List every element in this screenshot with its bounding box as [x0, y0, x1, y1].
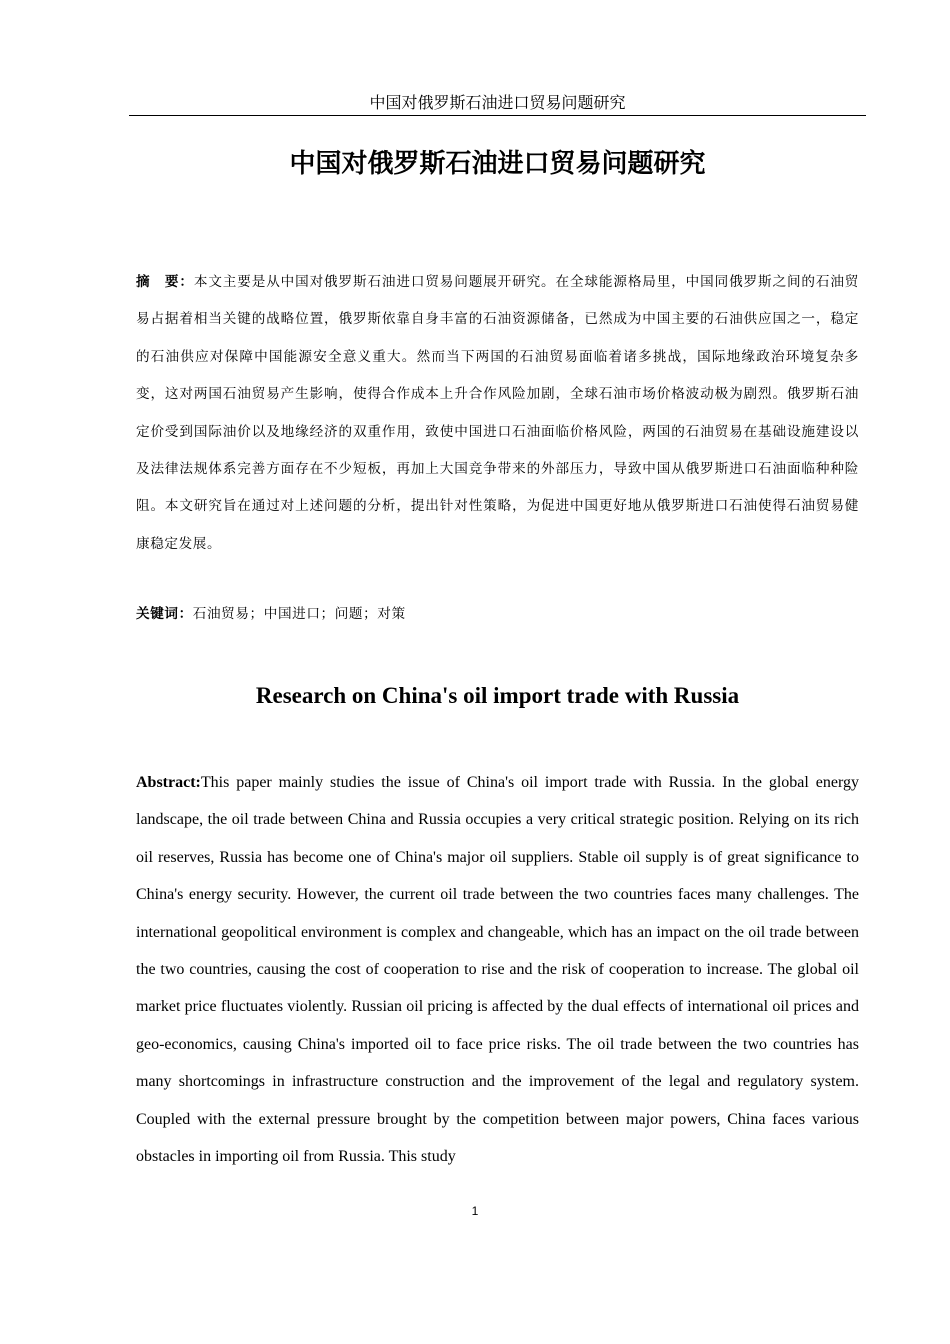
chinese-keywords-text: 石油贸易；中国进口；问题；对策 — [192, 606, 406, 622]
chinese-abstract-label: 摘 要： — [136, 274, 194, 290]
english-title: Research on China's oil import trade with Russia — [255, 683, 740, 708]
page-number: 1 — [471, 1204, 479, 1218]
chinese-keywords-label: 关键词： — [136, 606, 193, 622]
chinese-abstract-text: 本文主要是从中国对俄罗斯石油进口贸易问题展开研究。在全球能源格局里，中国同俄罗斯之间的石油贸易占据着相当关键的战略位置，俄罗斯依靠自身丰富的石油资源储备，已然成为中国主要的石油供应国之一，稳定的石油供应对保障中国能源安全意义重大。然而当下两国的石油贸易面临着诸多挑战，国际地缘政治环境复杂多变，这对两国石油贸易产生影响，使得合作成本上升合作风险加剧，全球石油市场价格波动极为剧烈。俄罗斯石油定价受到国际油价以及地缘经济的双重作用，致使中国进口石油面临价格风险，两国的石油贸易在基础设施建设以及法律法规体系完善方面存在不少短板，再加上大国竞争带来的外部压力，导致中国从俄罗斯进口石油面临种种险阻。本文研究旨在通过对上述问题的分析，提出针对性策略，为促进中国更好地从俄罗斯进口石油使得石油贸易健康稳定发展。 — [136, 274, 859, 552]
header-rule — [129, 115, 866, 116]
english-abstract-label: Abstract: — [136, 774, 201, 791]
english-abstract — [136, 764, 859, 1175]
chinese-abstract — [136, 264, 859, 563]
english-abstract-text: This paper mainly studies the issue of China's oil import trade with Russia. In the global energy landscape, the oil trade between China and Russia occupies a very critical strategic position. Relying on its rich oil reserves, Russia has become one of China's major oil suppliers. Stable oil supply is of great significance to China's energy security. However, the current oil trade between the two countries faces many challenges. The international geopolitical environment is complex and changeable, which has an impact on the oil trade between the two countries, causing the cost of cooperation to rise and the risk of cooperation to increase. The global oil market price fluctuates violently. Russian oil pricing is affected by the dual effects of international oil prices and geo-economics, causing China's imported oil to face price risks. The oil trade between the two countries has many shortcomings in infrastructure construction and the improvement of the legal and regulatory system. Coupled with the external pressure brought by the competition between major powers, China faces various obstacles in importing oil from Russia. This study — [136, 774, 859, 1166]
running-header: 中国对俄罗斯石油进口贸易问题研究 — [369, 93, 626, 112]
chinese-keywords — [136, 598, 859, 630]
chinese-title: 中国对俄罗斯石油进口贸易问题研究 — [289, 149, 706, 179]
